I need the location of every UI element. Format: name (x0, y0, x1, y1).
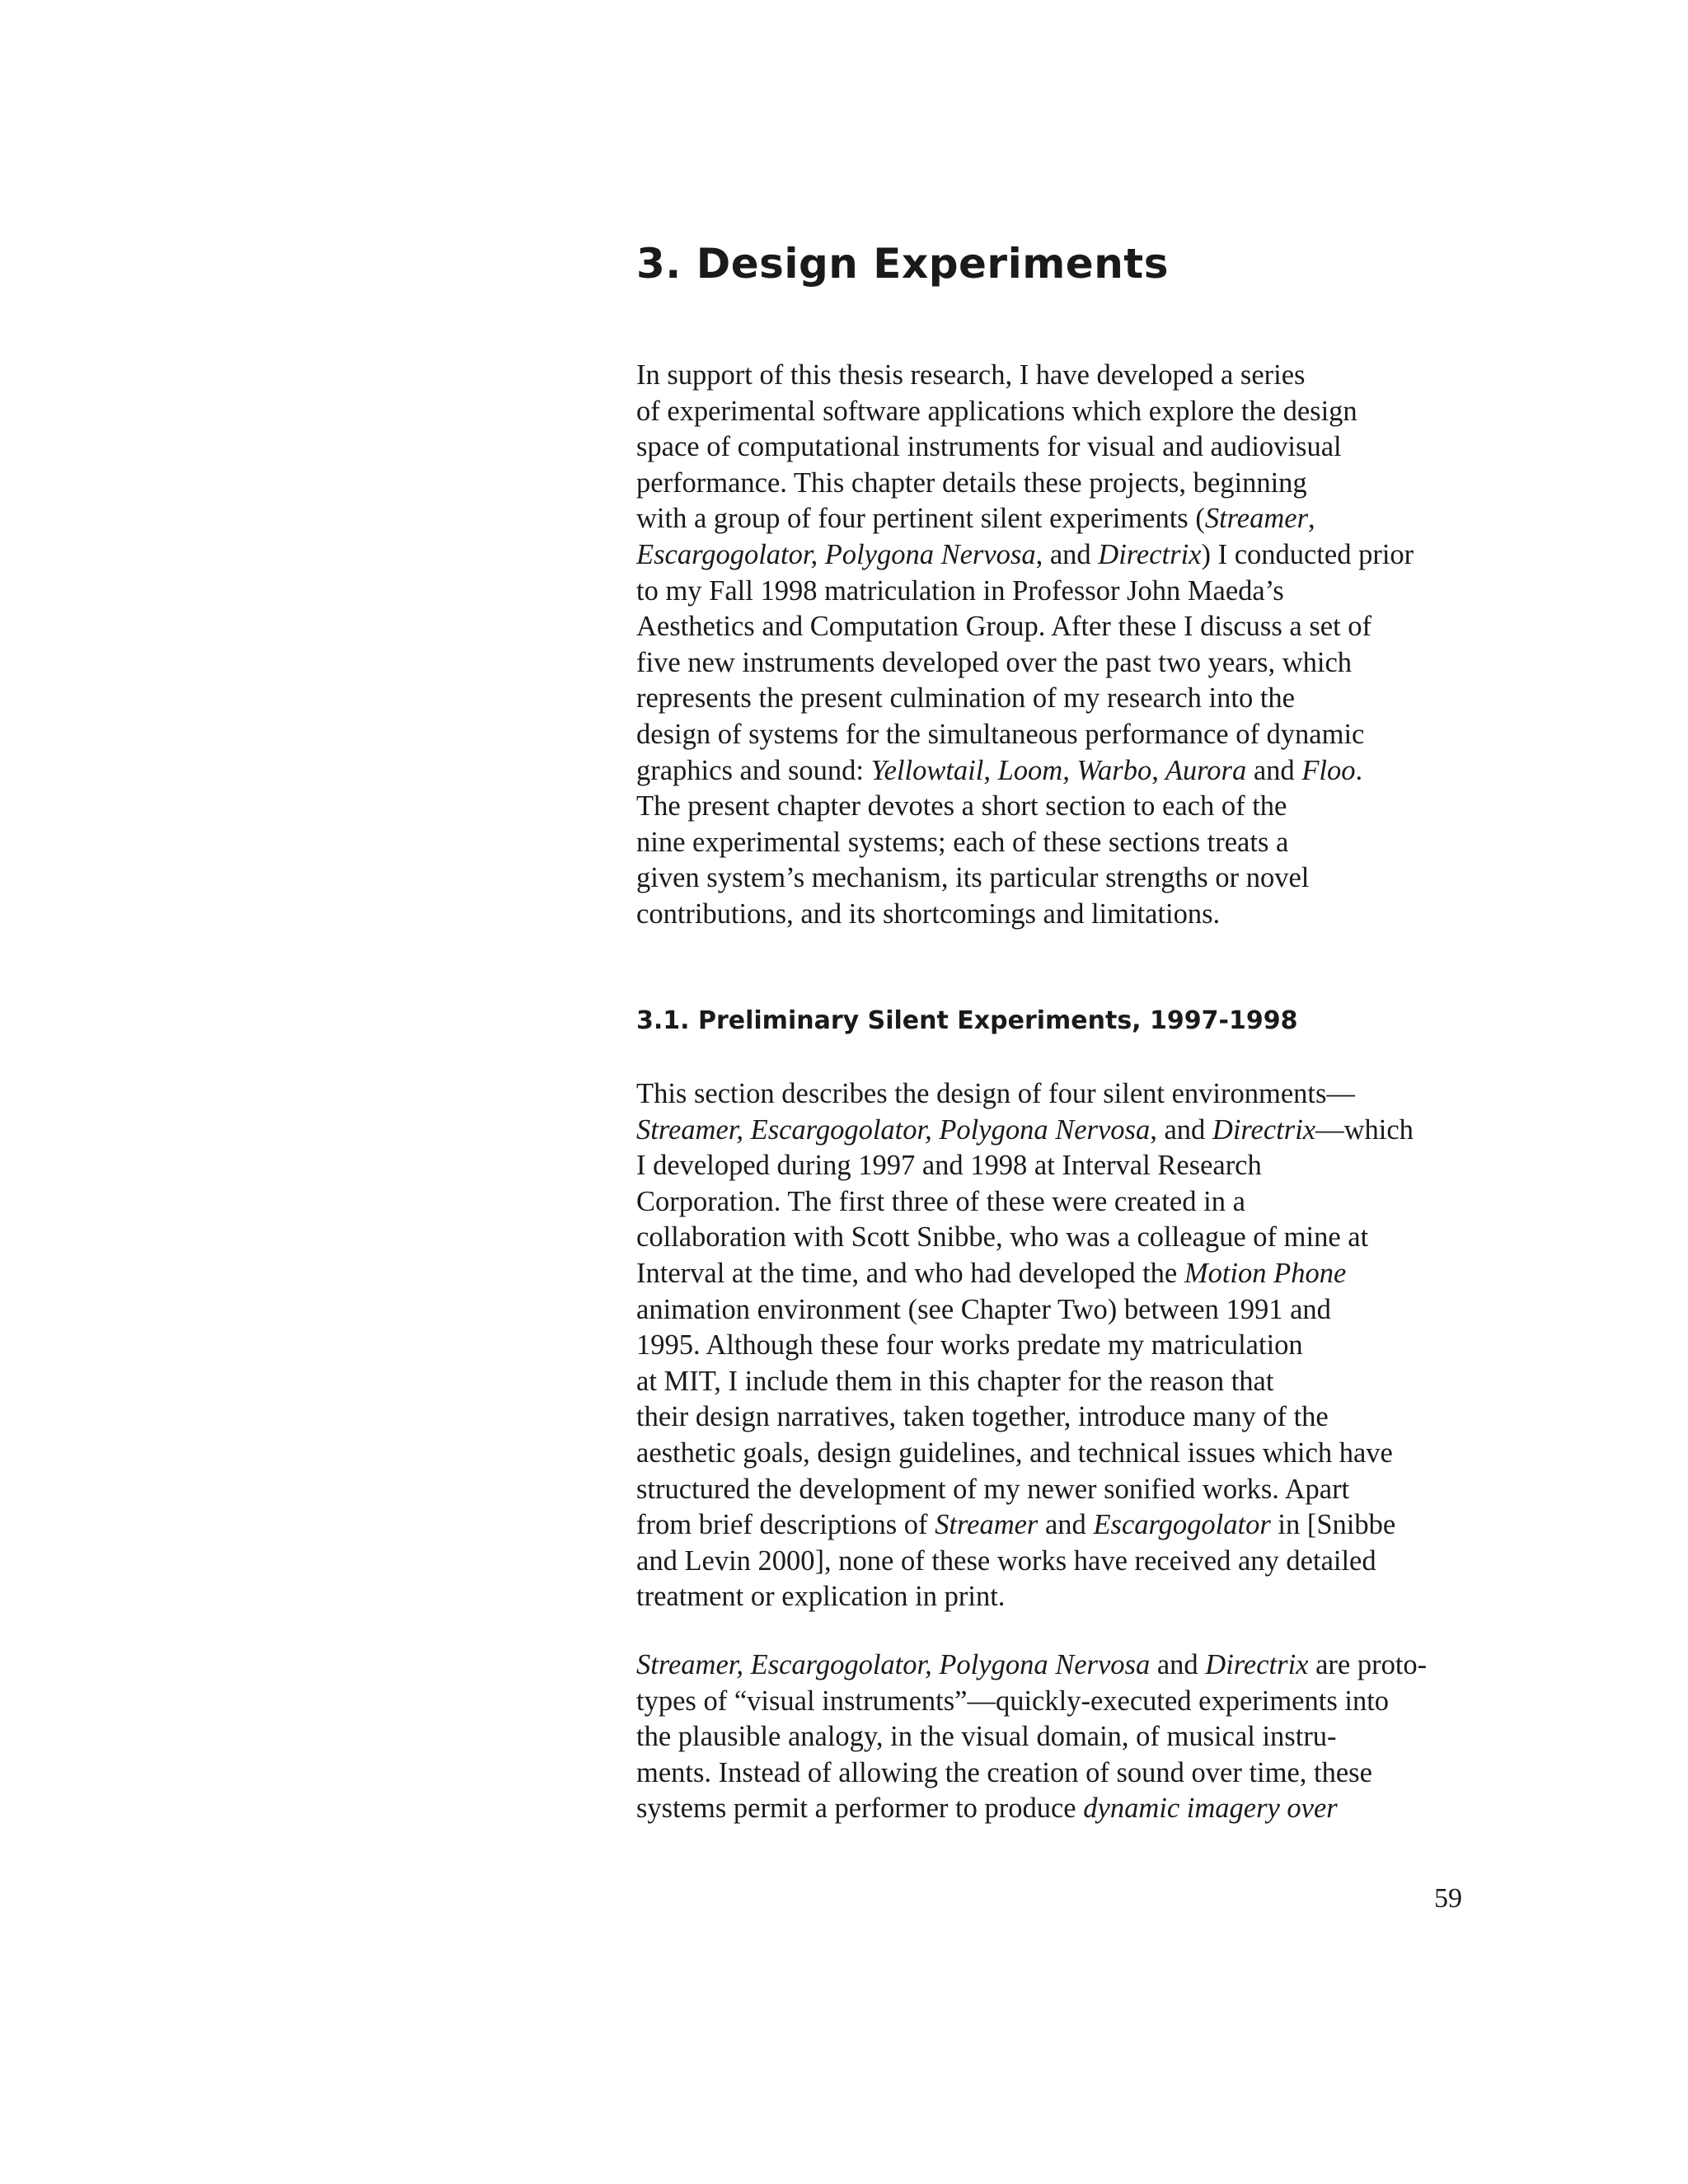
text-run: treatment or explication in print. (636, 1581, 1006, 1613)
text-line (636, 1436, 1477, 1472)
section-paragraph-2 (636, 1647, 1477, 1827)
text-run: Aesthetics and Computation Group. After these I discuss a set of (636, 611, 1372, 643)
text-line (636, 1364, 1477, 1400)
text-run: in [Snibbe (1270, 1509, 1396, 1541)
italic-title: Directrix (1212, 1113, 1316, 1146)
text-line (636, 466, 1477, 502)
text-run: The present chapter devotes a short section to each of the (636, 790, 1287, 823)
text-line (636, 394, 1477, 430)
text-line (636, 897, 1477, 933)
text-line (636, 537, 1477, 574)
chapter-title: 3. Design Experiments (636, 240, 1169, 288)
text-line (636, 1579, 1477, 1615)
text-run: —which (1315, 1113, 1414, 1146)
text-run: of experimental software applications which explore the design (636, 395, 1357, 427)
italic-title: Streamer, Escargogolator, Polygona Nervosa (636, 1113, 1151, 1146)
text-run: aesthetic goals, design guidelines, and technical issues which have (636, 1436, 1393, 1469)
section-heading: 3.1. Preliminary Silent Experiments, 1997-1998 (636, 1006, 1298, 1035)
text-line (636, 717, 1477, 753)
text-run: and (1246, 754, 1302, 786)
text-line (636, 1076, 1477, 1113)
text-run: and Levin 2000], none of these works have received any detailed (636, 1544, 1376, 1577)
text-line (636, 609, 1477, 645)
text-run: the plausible analogy, in the visual domain, of musical instru- (636, 1721, 1337, 1753)
text-run: types of “visual instruments”—quickly-executed experiments into (636, 1685, 1390, 1717)
text-run: and (1150, 1649, 1206, 1680)
italic-title: Escargogolator, Polygona Nervosa (636, 538, 1036, 570)
text-run: . (1355, 754, 1363, 786)
text-line (636, 860, 1477, 897)
text-run: This section describes the design of four silent environments— (636, 1078, 1355, 1109)
text-run: , and (1035, 538, 1099, 570)
text-line (636, 825, 1477, 861)
text-run: contributions, and its shortcomings and limitations. (636, 898, 1221, 930)
text-run: with a group of four pertinent silent experiments ( (636, 503, 1205, 535)
text-run: Corporation. The first three of these were created in a (636, 1185, 1245, 1217)
text-line (636, 1791, 1477, 1827)
intro-paragraph (636, 358, 1477, 933)
text-line (636, 1220, 1477, 1256)
text-run: In support of this thesis research, I have developed a series (636, 359, 1306, 391)
text-line (636, 1148, 1477, 1184)
section-paragraph-1 (636, 1076, 1477, 1615)
text-line (636, 1399, 1477, 1436)
text-run: nine experimental systems; each of these sections treats a (636, 826, 1289, 858)
text-line (636, 1647, 1477, 1684)
text-run: Interval at the time, and who had developed the (636, 1257, 1184, 1289)
text-run: ments. Instead of allowing the creation of sound over time, these (636, 1756, 1372, 1788)
text-run: collaboration with Scott Snibbe, who was a colleague of mine at (636, 1221, 1369, 1254)
text-run: their design narratives, taken together, introduce many of the (636, 1401, 1329, 1433)
text-line (636, 753, 1477, 790)
text-line (636, 1328, 1477, 1364)
text-run: five new instruments developed over the past two years, which (636, 646, 1353, 678)
text-run: and (1038, 1509, 1094, 1541)
text-run: 1995. Although these four works predate my matriculation (636, 1329, 1303, 1361)
text-line (636, 1184, 1477, 1221)
text-line (636, 645, 1477, 682)
text-line (636, 1113, 1477, 1149)
italic-title: Escargogolator (1093, 1509, 1271, 1541)
text-run: systems permit a performer to produce (636, 1793, 1084, 1825)
page-number: 59 (1434, 1883, 1462, 1914)
text-line (636, 574, 1477, 610)
text-run: at MIT, I include them in this chapter for the reason that (636, 1365, 1274, 1397)
italic-title: Directrix (1098, 538, 1202, 570)
text-line (636, 1544, 1477, 1580)
italic-title: dynamic imagery over (1083, 1793, 1338, 1825)
text-line (636, 1507, 1477, 1544)
italic-title: Streamer (935, 1509, 1039, 1541)
text-run: graphics and sound: (636, 754, 871, 786)
text-run: space of computational instruments for visual and audiovisual (636, 431, 1342, 463)
italic-title: Directrix (1205, 1649, 1309, 1680)
text-run: animation environment (see Chapter Two) between 1991 and (636, 1293, 1331, 1325)
text-run: , and (1150, 1113, 1212, 1146)
text-line (636, 1256, 1477, 1292)
text-run: ) I conducted prior (1201, 538, 1414, 570)
text-run: are proto- (1308, 1649, 1428, 1680)
text-run: to my Fall 1998 matriculation in Professor John Maeda’s (636, 574, 1284, 607)
text-run: represents the present culmination of my research into the (636, 682, 1295, 715)
text-line (636, 429, 1477, 466)
text-line (636, 1719, 1477, 1755)
text-line (636, 1292, 1477, 1329)
text-run: structured the development of my newer sonified works. Apart (636, 1473, 1350, 1505)
italic-title: Floo (1301, 754, 1356, 786)
text-run: I developed during 1997 and 1998 at Interval Research (636, 1150, 1262, 1182)
text-line (636, 1684, 1477, 1720)
text-line (636, 358, 1477, 394)
text-run: from brief descriptions of (636, 1509, 935, 1541)
text-line (636, 501, 1477, 537)
text-line (636, 1472, 1477, 1508)
text-line (636, 789, 1477, 825)
text-run: , (1308, 503, 1315, 535)
italic-title: Streamer, Escargogolator, Polygona Nervosa (636, 1649, 1151, 1680)
italic-title: Streamer (1204, 503, 1309, 535)
text-line (636, 1755, 1477, 1792)
text-line (636, 681, 1477, 717)
text-run: performance. This chapter details these projects, beginning (636, 466, 1307, 499)
italic-title: Yellowtail, Loom, Warbo, Aurora (870, 754, 1247, 786)
text-run: design of systems for the simultaneous performance of dynamic (636, 718, 1365, 750)
italic-title: Motion Phone (1184, 1257, 1347, 1289)
text-run: given system’s mechanism, its particular strengths or novel (636, 862, 1310, 894)
